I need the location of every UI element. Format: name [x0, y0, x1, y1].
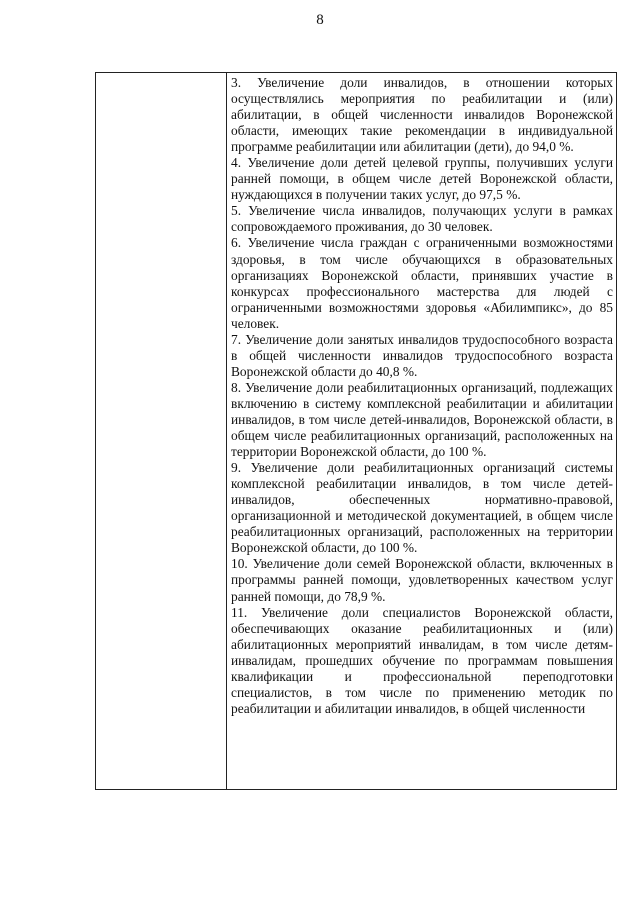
indicators-table [95, 72, 617, 790]
list-item: 11. Увеличение доли специалистов Воронежской области, обеспечивающих оказание реабилитационных и (или) абилитационных мероприятий инвалидам, в том числе детям-инвалидам, прошедших обучение по программам повышения квалификации и профессиональной переподготовки специалистов, в том числе по применению методик по реабилитации и абилитации инвалидов, в общей численности [231, 604, 613, 716]
column-divider [226, 73, 227, 789]
list-item: 7. Увеличение доли занятых инвалидов трудоспособного возраста в общей численности инвалидов трудоспособного возраста Воронежской области до 40,8 %. [231, 331, 613, 379]
list-item: 5. Увеличение числа инвалидов, получающих услуги в рамках сопровождаемого проживания, до 30 человек. [231, 203, 613, 235]
list-item: 3. Увеличение доли инвалидов, в отношении которых осуществлялись мероприятия по реабилитации и (или) абилитации, в общей численности инвалидов Воронежской области, имеющих такие рекомендации в индивидуальной программе реабилитации или абилитации (дети), до 94,0 %. [231, 75, 613, 155]
list-item: 9. Увеличение доли реабилитационных организаций системы комплексной реабилитации инвалидов, в том числе детей-инвалидов, обеспеченных нормативно-правовой, организационной и методической документацией, в общем числе реабилитационных организаций, расположенных на территории Воронежской области, до 100 %. [231, 460, 613, 556]
table-left-cell [96, 73, 226, 789]
page-number: 8 [316, 12, 324, 28]
list-item: 4. Увеличение доли детей целевой группы, получивших услуги ранней помощи, в общем числе детей Воронежской области, нуждающихся в получении таких услуг, до 97,5 %. [231, 155, 613, 203]
list-item: 10. Увеличение доли семей Воронежской области, включенных в программы ранней помощи, удовлетворенных качеством услуг ранней помощи, до 78,9 %. [231, 556, 613, 604]
list-item: 6. Увеличение числа граждан с ограниченными возможностями здоровья, в том числе обучающихся в образовательных организациях Воронежской области, принявших участие в конкурсах профессионального мастерства для людей с ограниченными возможностями здоровья «Абилимпикс», до 85 человек. [231, 235, 613, 331]
table-right-cell [231, 75, 613, 717]
list-item: 8. Увеличение доли реабилитационных организаций, подлежащих включению в систему комплексной реабилитации и абилитации инвалидов, в том числе детей-инвалидов, Воронежской области, в общем числе реабилитационных организаций, расположенных на территории Воронежской области, до 100 %. [231, 379, 613, 460]
